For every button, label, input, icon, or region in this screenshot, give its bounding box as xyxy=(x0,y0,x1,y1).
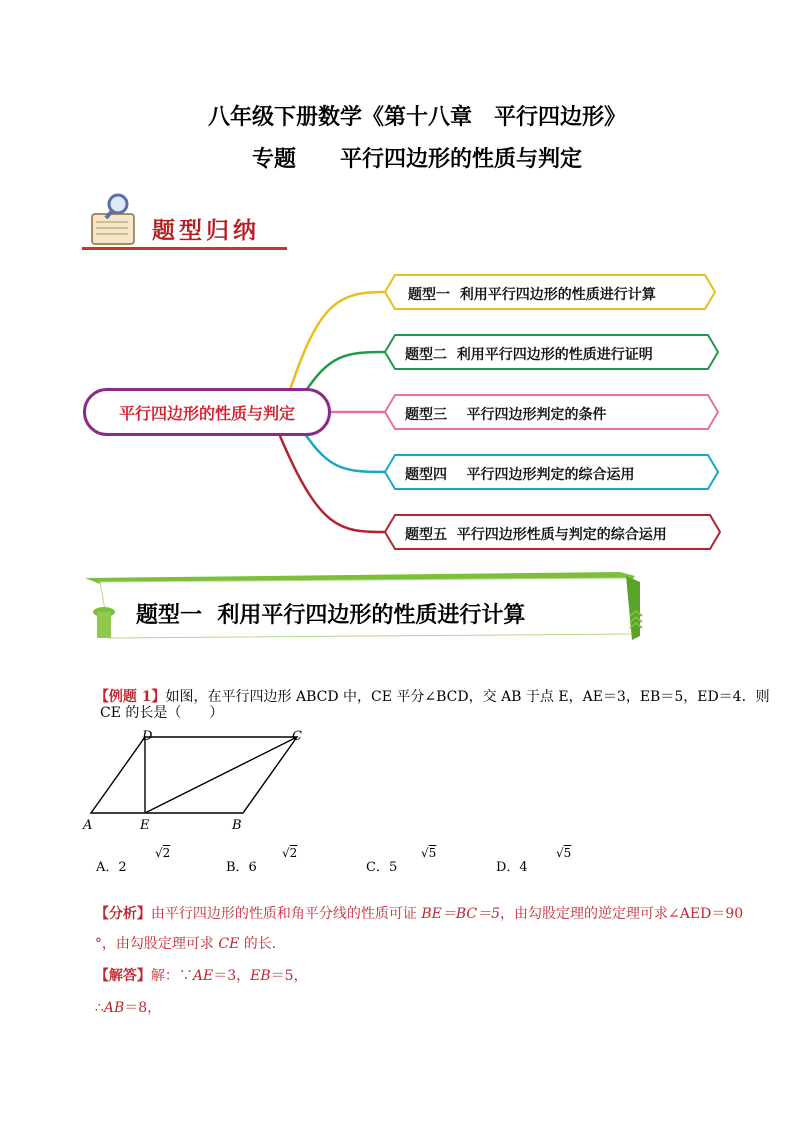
point-label-d: D xyxy=(142,729,153,744)
point-label-b: B xyxy=(232,818,242,833)
mindmap-branch-3: 题型三 平行四边形判定的条件 xyxy=(405,407,607,423)
answer-line-1: 【解答】解：∵AE＝3，EB＝5， xyxy=(94,968,308,984)
option-c-radical: √5 xyxy=(421,846,437,860)
analysis-line-2: °，由勾股定理可求 CE 的长． xyxy=(94,936,286,952)
section-title: 题型一 利用平行四边形的性质进行计算 xyxy=(136,603,526,628)
analysis-tag: 【分析】 xyxy=(94,906,151,922)
option-a: A．2 xyxy=(96,860,127,875)
analysis-line-1: 【分析】由平行四边形的性质和角平分线的性质可证 BE＝BC＝5，由勾股定理的逆定理可求∠AED＝90 xyxy=(94,906,744,922)
mindmap-branch-4: 题型四 平行四边形判定的综合运用 xyxy=(405,467,635,483)
option-a-radical: √2 xyxy=(155,846,171,860)
example-text: 如图，在平行四边形 ABCD 中，CE 平分∠BCD，交 AB 于点 E，AE＝3，EB＝5，ED＝4．则 xyxy=(165,689,770,705)
answer-line-2: ∴AB＝8， xyxy=(94,1000,162,1016)
example-line-2: CE 的长是（ ） xyxy=(100,705,224,721)
point-label-e: E xyxy=(140,818,150,833)
option-d: D．4 xyxy=(496,860,528,875)
example-line-1 xyxy=(86,667,770,707)
mindmap-branch-2: 题型二 利用平行四边形的性质进行证明 xyxy=(405,347,653,363)
parallelogram-figure xyxy=(80,730,320,840)
document-subtitle: 专题 平行四边形的性质与判定 xyxy=(251,146,582,172)
option-d-radical: √5 xyxy=(556,846,572,860)
option-c: C．5 xyxy=(366,860,398,875)
answer-tag: 【解答】 xyxy=(94,968,151,984)
mindmap-connectors xyxy=(0,0,794,560)
mindmap-branch-1: 题型一 利用平行四边形的性质进行计算 xyxy=(408,287,656,303)
mindmap-center-node: 平行四边形的性质与判定 xyxy=(83,388,331,436)
document-title: 八年级下册数学《第十八章 平行四边形》 xyxy=(207,104,626,130)
point-label-c: C xyxy=(292,729,302,744)
point-label-a: A xyxy=(83,818,93,833)
section-badge-label: 题型归纳 xyxy=(152,218,260,244)
option-b-radical: √2 xyxy=(282,846,298,860)
example-tag: 【例题 1】 xyxy=(94,689,166,705)
mindmap-branch-5: 题型五 平行四边形性质与判定的综合运用 xyxy=(405,527,667,543)
option-b: B．6 xyxy=(226,860,257,875)
